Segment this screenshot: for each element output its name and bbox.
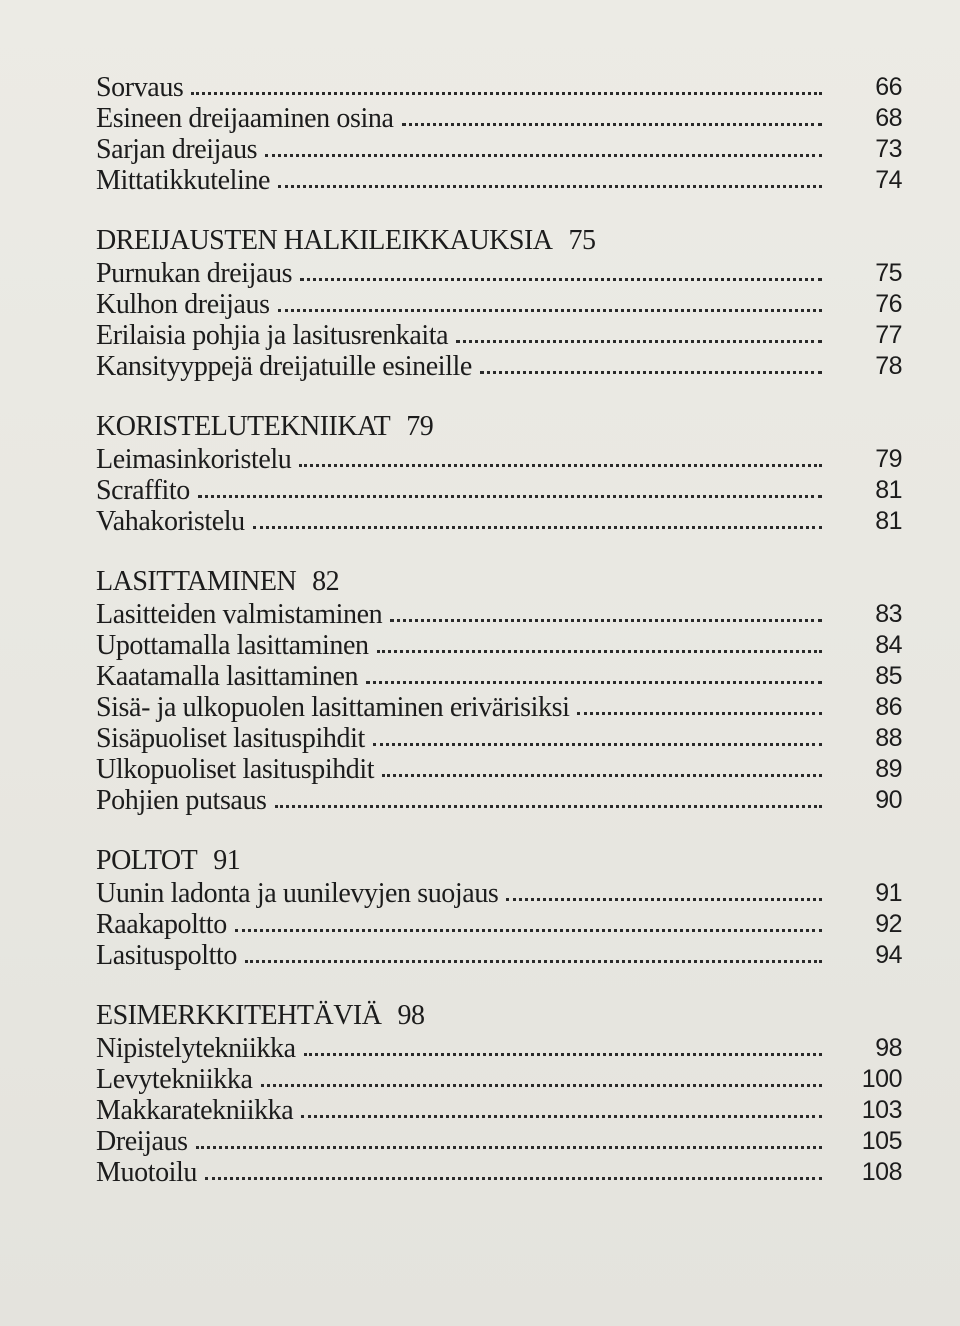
dot-leader xyxy=(506,898,822,901)
toc-entry-label: Sisäpuoliset lasituspihdit xyxy=(96,723,365,754)
toc-entry xyxy=(96,723,902,754)
toc-entry-label: Levytekniikka xyxy=(96,1064,253,1095)
section-heading xyxy=(96,844,902,878)
section-heading-page: 91 xyxy=(213,845,241,876)
toc-entry-page: 85 xyxy=(875,662,902,690)
toc-entry-label: Lasituspoltto xyxy=(96,940,238,971)
toc-entry-page: 91 xyxy=(875,879,902,907)
toc-entry-label: Mittatikkuteline xyxy=(96,165,271,196)
dot-leader xyxy=(275,805,822,808)
dot-leader xyxy=(278,309,822,312)
section-heading-title: POLTOT xyxy=(96,845,198,876)
toc-entry-label: Ulkopuoliset lasituspihdit xyxy=(96,754,375,785)
section-heading-page: 98 xyxy=(397,1000,425,1031)
dot-leader xyxy=(278,185,822,188)
toc-entry-label: Pohjien putsaus xyxy=(96,785,267,816)
toc-entry xyxy=(96,878,902,909)
toc-entry-label: Uunin ladonta ja uunilevyjen suojaus xyxy=(96,878,499,909)
dot-leader xyxy=(301,1115,822,1118)
toc-entry xyxy=(96,1126,902,1157)
dot-leader xyxy=(205,1177,822,1180)
toc-entry xyxy=(96,661,902,692)
toc-entry-page: 88 xyxy=(875,724,902,752)
toc-entry xyxy=(96,692,902,723)
section-heading xyxy=(96,565,902,599)
toc-entry xyxy=(96,103,902,134)
toc-section xyxy=(96,999,902,1188)
toc-entry-page: 76 xyxy=(875,290,902,318)
dot-leader xyxy=(577,712,822,715)
toc-entry-label: Raakapoltto xyxy=(96,909,227,940)
toc-entry-label: Erilaisia pohjia ja lasitusrenkaita xyxy=(96,320,449,351)
toc-entry-page: 92 xyxy=(875,910,902,938)
section-heading-page: 79 xyxy=(406,411,434,442)
dot-leader xyxy=(456,340,822,343)
toc-entry xyxy=(96,630,902,661)
toc-entry-page: 90 xyxy=(875,786,902,814)
dot-leader xyxy=(382,774,822,777)
dot-leader xyxy=(253,526,822,529)
toc-entry-label: Sarjan dreijaus xyxy=(96,134,258,165)
toc-entry-page: 98 xyxy=(875,1034,902,1062)
dot-leader xyxy=(198,495,822,498)
toc-entry xyxy=(96,72,902,103)
toc-entry xyxy=(96,599,902,630)
dot-leader xyxy=(373,743,822,746)
toc-entry-label: Sisä- ja ulkopuolen lasittaminen erivärisiksi xyxy=(96,692,570,723)
toc-entry-page: 103 xyxy=(861,1096,902,1124)
toc-entry-label: Scraffito xyxy=(96,475,190,506)
toc-entry-label: Kansityyppejä dreijatuille esineille xyxy=(96,351,472,382)
toc-entry xyxy=(96,940,902,971)
dot-leader xyxy=(480,371,822,374)
toc-entry-page: 100 xyxy=(861,1065,902,1093)
toc-entry xyxy=(96,320,902,351)
toc-entry-page: 79 xyxy=(875,445,902,473)
toc-entry xyxy=(96,506,902,537)
dot-leader xyxy=(261,1084,822,1087)
dot-leader xyxy=(377,650,822,653)
toc-entry-page: 105 xyxy=(861,1127,902,1155)
toc-entry-page: 81 xyxy=(875,476,902,504)
section-heading-title: DREIJAUSTEN HALKILEIKKAUKSIA xyxy=(96,225,553,256)
section-heading-title: LASITTAMINEN xyxy=(96,566,297,597)
toc-entry xyxy=(96,754,902,785)
toc-section xyxy=(96,72,902,196)
toc-entry-label: Lasitteiden valmistaminen xyxy=(96,599,383,630)
toc-entry-label: Nipistelytekniikka xyxy=(96,1033,296,1064)
dot-leader xyxy=(299,464,822,467)
dot-leader xyxy=(402,123,823,126)
toc-entry-page: 83 xyxy=(875,600,902,628)
toc-entry-page: 77 xyxy=(875,321,902,349)
toc-entry-label: Esineen dreijaaminen osina xyxy=(96,103,394,134)
toc-entry xyxy=(96,289,902,320)
section-heading-title: ESIMERKKITEHTÄVIÄ xyxy=(96,1000,382,1031)
section-heading xyxy=(96,999,902,1033)
toc-entry-label: Sorvaus xyxy=(96,72,184,103)
toc-entry xyxy=(96,258,902,289)
toc-entry xyxy=(96,1033,902,1064)
toc-entry xyxy=(96,1064,902,1095)
toc-entry xyxy=(96,1157,902,1188)
toc-entry xyxy=(96,785,902,816)
toc-entry xyxy=(96,165,902,196)
toc-entry-page: 73 xyxy=(875,135,902,163)
toc-entry-page: 75 xyxy=(875,259,902,287)
dot-leader xyxy=(235,929,822,932)
dot-leader xyxy=(390,619,822,622)
toc-entry xyxy=(96,134,902,165)
toc-entry-page: 84 xyxy=(875,631,902,659)
toc-entry-page: 68 xyxy=(875,104,902,132)
toc-entry xyxy=(96,1095,902,1126)
toc-entry-label: Leimasinkoristelu xyxy=(96,444,292,475)
toc-entry-label: Makkaratekniikka xyxy=(96,1095,294,1126)
toc-entry xyxy=(96,909,902,940)
section-heading xyxy=(96,224,902,258)
toc-entry-page: 89 xyxy=(875,755,902,783)
dot-leader xyxy=(196,1146,822,1149)
toc-entry-page: 86 xyxy=(875,693,902,721)
dot-leader xyxy=(245,960,822,963)
toc-section xyxy=(96,565,902,816)
toc-entry-page: 66 xyxy=(875,73,902,101)
toc-entry-label: Muotoilu xyxy=(96,1157,198,1188)
toc-entry-label: Kaatamalla lasittaminen xyxy=(96,661,359,692)
dot-leader xyxy=(191,92,822,95)
toc-entry-page: 81 xyxy=(875,507,902,535)
section-heading-page: 82 xyxy=(312,566,340,597)
section-heading xyxy=(96,410,902,444)
toc-entry-page: 78 xyxy=(875,352,902,380)
section-heading-page: 75 xyxy=(568,225,596,256)
toc-section xyxy=(96,410,902,537)
toc-entry-label: Upottamalla lasittaminen xyxy=(96,630,369,661)
dot-leader xyxy=(300,278,822,281)
toc-entry-label: Vahakoristelu xyxy=(96,506,245,537)
table-of-contents xyxy=(96,72,902,1216)
toc-section xyxy=(96,224,902,382)
toc-entry-label: Kulhon dreijaus xyxy=(96,289,270,320)
dot-leader xyxy=(304,1053,822,1056)
toc-section xyxy=(96,844,902,971)
toc-entry-label: Dreijaus xyxy=(96,1126,188,1157)
toc-entry-page: 108 xyxy=(861,1158,902,1186)
section-heading-title: KORISTELUTEKNIIKAT xyxy=(96,411,391,442)
toc-entry xyxy=(96,444,902,475)
dot-leader xyxy=(265,154,822,157)
toc-entry xyxy=(96,475,902,506)
toc-entry xyxy=(96,351,902,382)
toc-entry-label: Purnukan dreijaus xyxy=(96,258,293,289)
toc-entry-page: 94 xyxy=(875,941,902,969)
dot-leader xyxy=(366,681,822,684)
toc-entry-page: 74 xyxy=(875,166,902,194)
